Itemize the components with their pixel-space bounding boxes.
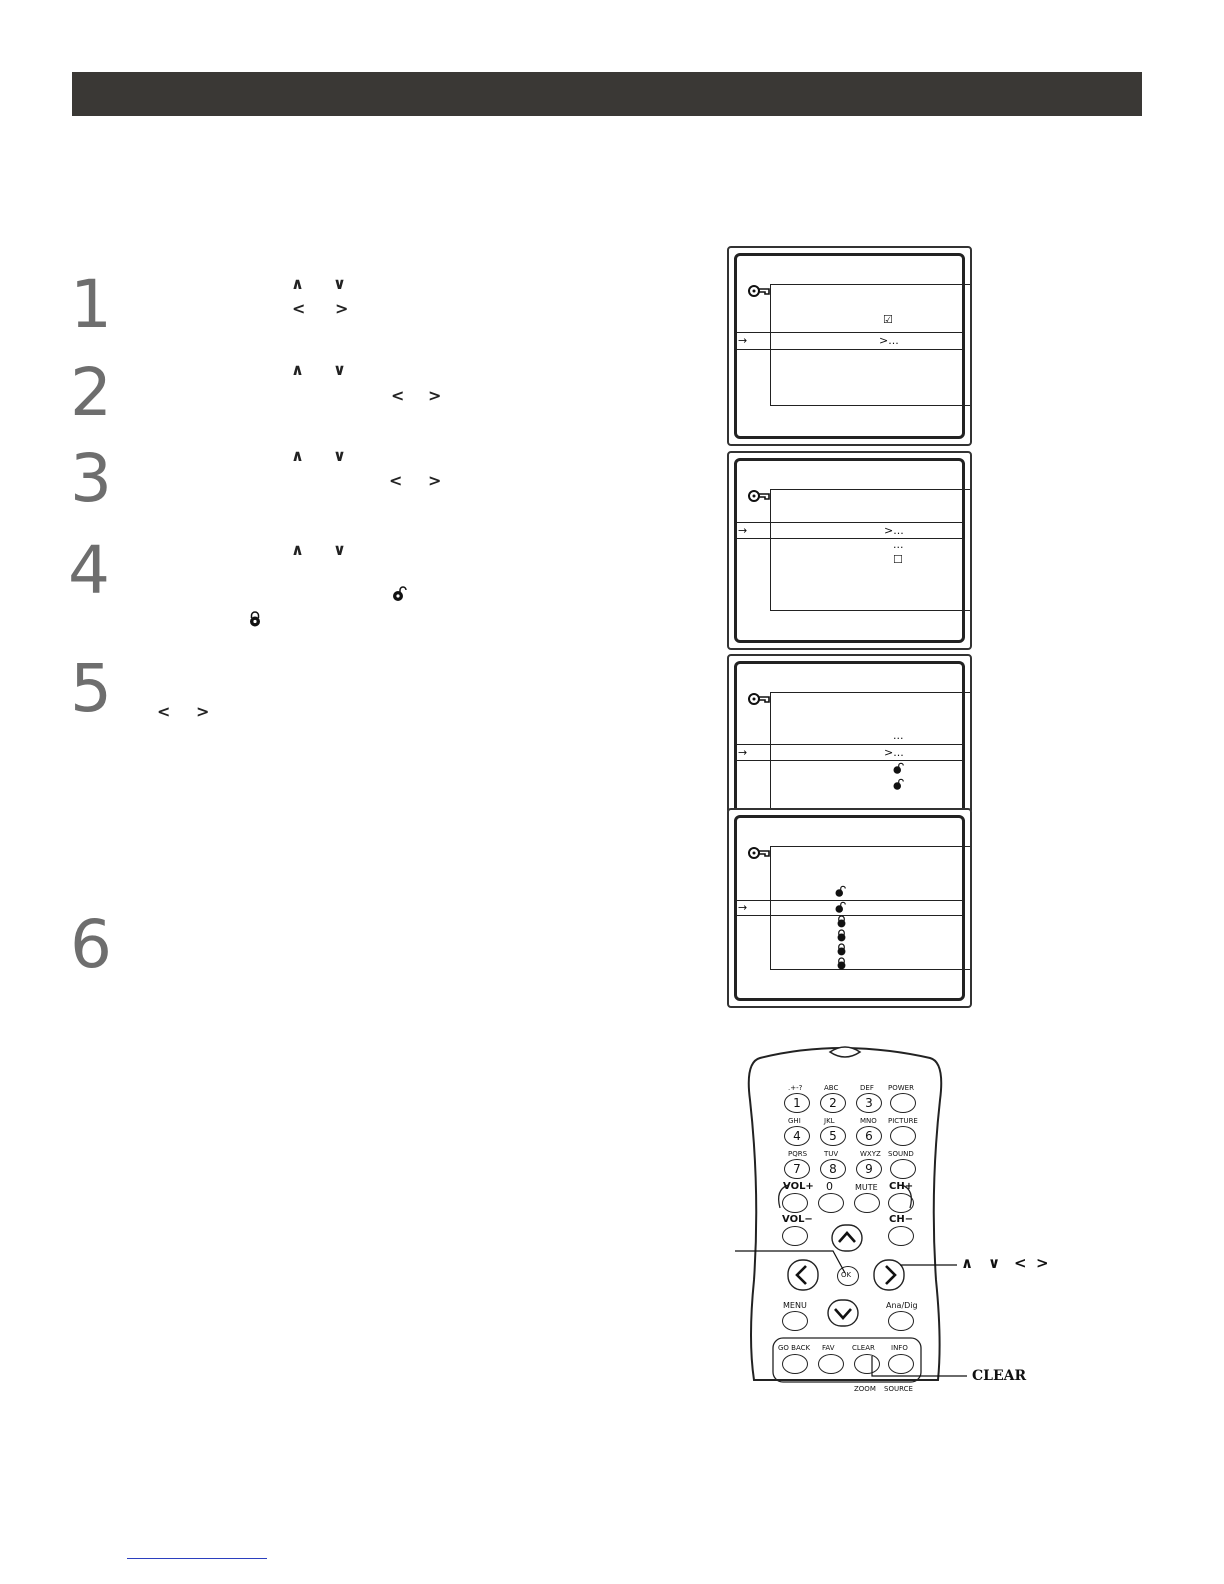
submenu-indicator: >...: [879, 334, 899, 347]
keypad-button[interactable]: 2: [820, 1093, 846, 1113]
locked-padlock-icon: [836, 915, 847, 928]
checked-checkbox-icon: ☑: [883, 313, 893, 326]
callout-down-arrow: ∨: [988, 1254, 1001, 1272]
vol-plus-label: VOL+: [783, 1181, 814, 1192]
key-label: DEF: [860, 1084, 874, 1092]
unchecked-checkbox-icon: ☐: [893, 553, 903, 566]
key-icon: [748, 284, 770, 298]
menu-item-ellipsis: ...: [893, 729, 904, 742]
menu-screen-3: [727, 654, 972, 814]
left-arrow-icon: <: [389, 471, 403, 490]
keypad-button[interactable]: 3: [856, 1093, 882, 1113]
selected-menu-row[interactable]: [734, 900, 964, 916]
right-arrow-icon: >: [428, 386, 442, 405]
callout-right-arrow: >: [1036, 1254, 1049, 1272]
unlocked-padlock-icon: [892, 762, 904, 775]
source-label: SOURCE: [884, 1385, 913, 1393]
ch-plus-label: CH+: [889, 1181, 914, 1192]
info-label: INFO: [891, 1344, 908, 1352]
up-arrow-icon: ∧: [291, 274, 304, 293]
zero-label: 0: [826, 1180, 833, 1193]
submenu-indicator: >...: [884, 524, 904, 537]
zero-button[interactable]: [818, 1193, 844, 1213]
up-arrow-icon: ∧: [291, 360, 304, 379]
down-arrow-icon: ∨: [333, 360, 346, 379]
step-5-number: 5: [70, 650, 112, 727]
keypad-button[interactable]: [890, 1126, 916, 1146]
down-arrow-icon: ∨: [333, 446, 346, 465]
locked-padlock-icon: [836, 943, 847, 956]
selection-arrow-icon: →: [738, 524, 748, 537]
left-arrow-icon: <: [157, 702, 171, 721]
right-arrow-icon: >: [196, 702, 210, 721]
selected-menu-row[interactable]: [734, 332, 964, 350]
selected-menu-row[interactable]: [734, 522, 964, 539]
key-label: .+-?: [788, 1084, 803, 1092]
fav-label: FAV: [822, 1344, 835, 1352]
callout-up-arrow: ∧: [961, 1254, 974, 1272]
ok-label: OK: [841, 1271, 852, 1279]
menu-screen-1: [727, 246, 972, 446]
callout-clear: CLEAR: [972, 1368, 1027, 1384]
unlocked-padlock-icon: [834, 885, 846, 898]
left-arrow-icon: <: [391, 386, 405, 405]
selected-menu-row[interactable]: [734, 744, 964, 761]
selection-arrow-icon: →: [738, 334, 748, 347]
selection-arrow-icon: →: [738, 901, 748, 914]
mute-button[interactable]: [854, 1193, 880, 1213]
locked-padlock-icon: [836, 929, 847, 942]
step-4-number: 4: [68, 532, 110, 609]
key-label: TUV: [824, 1150, 839, 1158]
keypad-button[interactable]: 9: [856, 1159, 882, 1179]
ana-dig-label: Ana/Dig: [886, 1301, 918, 1310]
selection-arrow-icon: →: [738, 746, 748, 759]
key-label: PQRS: [788, 1150, 808, 1158]
keypad-button[interactable]: [890, 1093, 916, 1113]
key-icon: [748, 846, 770, 860]
key-icon: [748, 692, 770, 706]
left-arrow-icon: <: [292, 299, 306, 318]
submenu-indicator: >...: [884, 746, 904, 759]
key-label: ABC: [824, 1084, 839, 1092]
step-1-number: 1: [70, 266, 112, 343]
right-arrow-icon: >: [335, 299, 349, 318]
callout-left-arrow: <: [1014, 1254, 1027, 1272]
unlocked-padlock-icon: [391, 586, 407, 602]
keypad-button[interactable]: 1: [784, 1093, 810, 1113]
up-arrow-icon: ∧: [291, 446, 304, 465]
ch-minus-label: CH−: [889, 1214, 914, 1225]
key-label: JKL: [824, 1117, 835, 1125]
step-2-number: 2: [70, 354, 112, 431]
key-label: GHI: [788, 1117, 801, 1125]
menu-label: MENU: [783, 1301, 807, 1310]
key-label: PICTURE: [888, 1117, 918, 1125]
key-label: WXYZ: [860, 1150, 881, 1158]
key-label: SOUND: [888, 1150, 914, 1158]
right-arrow-icon: >: [428, 471, 442, 490]
section-header-banner: [72, 72, 1142, 116]
footer-link-underline[interactable]: [127, 1558, 267, 1559]
keypad-button[interactable]: 8: [820, 1159, 846, 1179]
step-6-number: 6: [70, 906, 112, 983]
unlocked-padlock-icon: [892, 778, 904, 791]
key-label: MNO: [860, 1117, 877, 1125]
keypad-button[interactable]: 6: [856, 1126, 882, 1146]
keypad-button[interactable]: [890, 1159, 916, 1179]
zoom-label: ZOOM: [854, 1385, 876, 1393]
menu-screen-2: [727, 451, 972, 650]
keypad-button[interactable]: 5: [820, 1126, 846, 1146]
key-label: POWER: [888, 1084, 914, 1092]
menu-screen-4: [727, 808, 972, 1008]
keypad-button[interactable]: 7: [784, 1159, 810, 1179]
down-arrow-icon: ∨: [333, 274, 346, 293]
key-icon: [748, 489, 770, 503]
menu-item-ellipsis: ...: [893, 538, 904, 551]
locked-padlock-icon: [836, 957, 847, 970]
ch-plus-button[interactable]: [888, 1193, 914, 1213]
down-arrow-icon: ∨: [333, 540, 346, 559]
unlocked-padlock-icon: [834, 901, 846, 914]
go-back-label: GO BACK: [778, 1344, 811, 1352]
up-arrow-icon: ∧: [291, 540, 304, 559]
vol-minus-label: VOL−: [782, 1214, 813, 1225]
step-3-number: 3: [70, 440, 112, 517]
locked-padlock-icon: [248, 611, 262, 627]
vol-plus-button[interactable]: [782, 1193, 808, 1213]
clear-key-label: CLEAR: [852, 1344, 875, 1352]
callout-lines: [735, 1248, 970, 1378]
mute-label: MUTE: [855, 1183, 878, 1192]
keypad-button[interactable]: 4: [784, 1126, 810, 1146]
